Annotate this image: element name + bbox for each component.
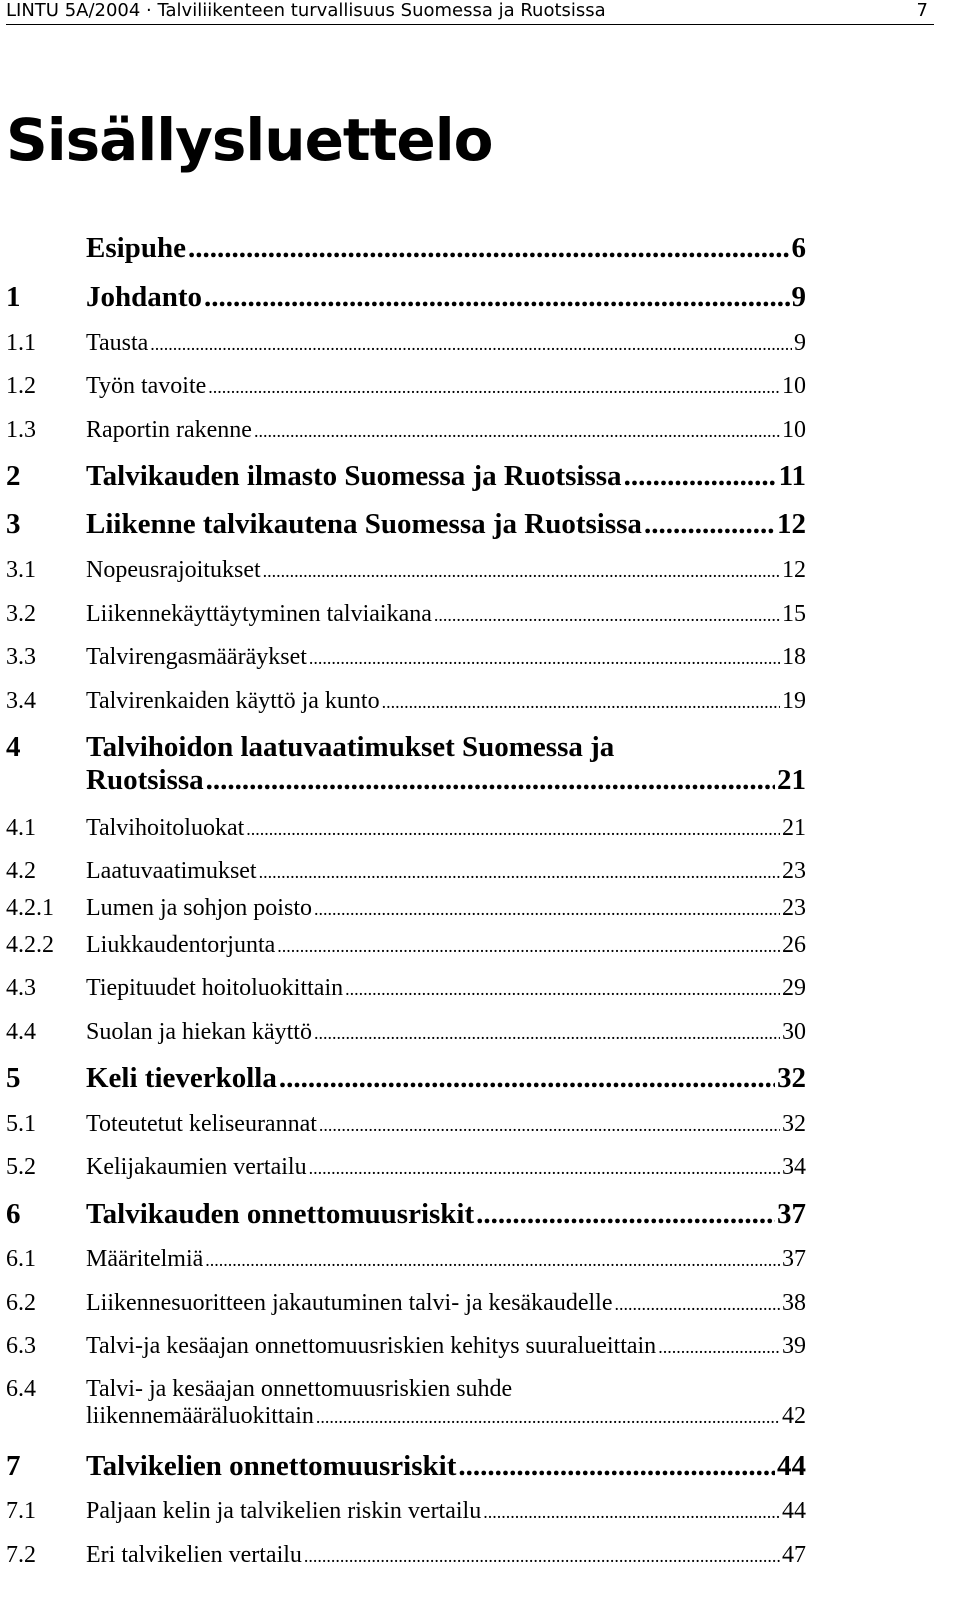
toc-entry-page: 30 xyxy=(782,1019,806,1045)
toc-entry-page: 29 xyxy=(782,975,806,1001)
dot-leader xyxy=(279,1062,775,1095)
toc-entry-number: 3.2 xyxy=(6,601,36,627)
dot-leader xyxy=(277,936,780,957)
toc-entry-page: 23 xyxy=(782,858,806,884)
toc-entry-number: 1.1 xyxy=(6,330,36,356)
toc-entry-number: 1.3 xyxy=(6,417,36,443)
toc-entry-number: 4.3 xyxy=(6,975,36,1001)
toc-entry-number: 5.1 xyxy=(6,1111,36,1137)
toc-entry-page: 12 xyxy=(777,508,806,540)
toc-entry-number: 3 xyxy=(6,508,21,540)
toc-entry[interactable] xyxy=(6,508,806,541)
dot-leader xyxy=(304,1546,780,1567)
dot-leader xyxy=(150,334,792,355)
dot-leader xyxy=(644,508,775,541)
toc-entry-title: Keli tieverkolla xyxy=(86,1062,277,1094)
toc-entry-page: 32 xyxy=(782,1111,806,1137)
toc-entry-page: 26 xyxy=(782,932,806,958)
page-title: Sisällysluettelo xyxy=(6,106,493,174)
toc-entry-number: 6.3 xyxy=(6,1333,36,1359)
toc-entry-title: Talvirengasmääräykset xyxy=(86,644,307,670)
dot-leader xyxy=(624,460,777,493)
toc-entry-title: Liukkaudentorjunta xyxy=(86,932,276,958)
dot-leader xyxy=(345,979,780,1000)
toc-entry-title: Esipuhe xyxy=(86,232,186,264)
toc-entry-title-continued: Ruotsissa xyxy=(86,764,204,796)
toc-entry-page: 10 xyxy=(782,417,806,443)
toc-entry-page: 37 xyxy=(777,1198,806,1230)
toc-entry-number: 1 xyxy=(6,281,21,313)
toc-entry[interactable] xyxy=(6,417,806,444)
header-title: LINTU 5A/2004 · Talviliikenteen turvallisuus Suomessa ja Ruotsissa xyxy=(6,0,606,21)
toc-entry-title: Lumen ja sohjon poisto xyxy=(86,895,312,921)
toc-entry-number: 4.2.2 xyxy=(6,932,54,958)
toc-entry[interactable] xyxy=(6,1111,806,1138)
toc-entry[interactable] xyxy=(6,975,806,1002)
toc-entry[interactable] xyxy=(6,1019,806,1046)
toc-entry[interactable] xyxy=(6,281,806,314)
running-header xyxy=(6,0,934,25)
toc-entry[interactable] xyxy=(6,460,806,493)
toc-entry-title: Työn tavoite xyxy=(86,373,207,399)
toc-entry-page: 6 xyxy=(791,232,806,264)
toc-entry-page: 44 xyxy=(777,1450,806,1482)
dot-leader xyxy=(483,1502,780,1523)
toc-entry-number: 7.2 xyxy=(6,1542,36,1568)
toc-entry-page: 15 xyxy=(782,601,806,627)
dot-leader xyxy=(246,819,780,840)
toc-entry-title: Johdanto xyxy=(86,281,203,313)
dot-leader xyxy=(658,1337,780,1358)
toc-entry-page: 42 xyxy=(782,1403,806,1429)
toc-entry-title: Talvihoidon laatuvaatimukset Suomessa ja xyxy=(86,731,615,763)
dot-leader xyxy=(314,1023,780,1044)
toc-entry-number: 2 xyxy=(6,460,21,492)
toc-entry-number: 3.1 xyxy=(6,557,36,583)
toc-entry-number: 7.1 xyxy=(6,1498,36,1524)
toc-entry-number: 6 xyxy=(6,1198,21,1230)
toc-entry[interactable] xyxy=(6,815,806,842)
toc-entry-page: 9 xyxy=(794,330,806,356)
dot-leader xyxy=(254,421,780,442)
toc-entry-page: 32 xyxy=(777,1062,806,1094)
dot-leader xyxy=(188,232,790,265)
toc-entry-number: 3.4 xyxy=(6,688,36,714)
dot-leader xyxy=(263,561,780,582)
toc-entry[interactable] xyxy=(6,895,806,922)
toc-entry-number: 5.2 xyxy=(6,1154,36,1180)
toc-entry-title: Eri talvikelien vertailu xyxy=(86,1542,302,1568)
toc-entry-page: 44 xyxy=(782,1498,806,1524)
toc-entry-title: Suolan ja hiekan käyttö xyxy=(86,1019,312,1045)
toc-entry-title: Liikennesuoritteen jakautuminen talvi- ja kesäkaudelle xyxy=(86,1290,613,1316)
dot-leader xyxy=(316,1407,780,1428)
toc-entry-number: 7 xyxy=(6,1450,21,1482)
toc-entry-page: 23 xyxy=(782,895,806,921)
toc-entry-number: 4.1 xyxy=(6,815,36,841)
toc-entry[interactable] xyxy=(6,373,806,400)
toc-entry-title: Liikenne talvikautena Suomessa ja Ruotsissa xyxy=(86,508,642,540)
toc-entry-title: Talvikauden onnettomuusriskit xyxy=(86,1198,475,1230)
dot-leader xyxy=(259,862,780,883)
toc-entry-title: Kelijakaumien vertailu xyxy=(86,1154,307,1180)
toc-entry[interactable] xyxy=(6,1246,806,1273)
toc-entry[interactable] xyxy=(6,688,806,715)
toc-entry[interactable] xyxy=(6,232,806,265)
toc-entry-page: 10 xyxy=(782,373,806,399)
header-page-number: 7 xyxy=(916,0,928,21)
toc-entry-page: 12 xyxy=(782,557,806,583)
dot-leader xyxy=(309,648,780,669)
toc-entry[interactable] xyxy=(6,1498,806,1525)
toc-entry-page: 47 xyxy=(782,1542,806,1568)
toc-entry-title: Talvikauden ilmasto Suomessa ja Ruotsissa xyxy=(86,460,622,492)
toc-entry[interactable] xyxy=(6,644,806,671)
toc-entry-page: 11 xyxy=(778,460,806,492)
toc-entry[interactable] xyxy=(6,858,806,885)
dot-leader xyxy=(206,764,775,797)
dot-leader xyxy=(319,1115,780,1136)
toc-entry-title: Talvi- ja kesäajan onnettomuusriskien suhde xyxy=(86,1376,513,1402)
toc-entry[interactable] xyxy=(6,1376,806,1430)
toc-entry[interactable] xyxy=(6,601,806,628)
toc-entry-page: 18 xyxy=(782,644,806,670)
toc-entry[interactable] xyxy=(6,1198,806,1231)
dot-leader xyxy=(434,605,780,626)
toc-entry-title-continued: liikennemääräluokittain xyxy=(86,1403,314,1429)
toc-entry-title: Paljaan kelin ja talvikelien riskin vertailu xyxy=(86,1498,482,1524)
toc-entry-title: Talvirenkaiden käyttö ja kunto xyxy=(86,688,380,714)
toc-entry-title: Toteutetut keliseurannat xyxy=(86,1111,317,1137)
toc-entry-title: Liikennekäyttäytyminen talviaikana xyxy=(86,601,432,627)
dot-leader xyxy=(382,692,780,713)
toc-entry[interactable] xyxy=(6,1062,806,1095)
toc-entry-title: Määritelmiä xyxy=(86,1246,204,1272)
toc-entry-title: Tausta xyxy=(86,330,149,356)
toc-entry[interactable] xyxy=(6,330,806,357)
toc-entry-title: Talvihoitoluokat xyxy=(86,815,245,841)
toc-entry-page: 19 xyxy=(782,688,806,714)
dot-leader xyxy=(458,1450,775,1483)
toc-entry[interactable] xyxy=(6,1154,806,1181)
toc-entry[interactable] xyxy=(6,932,806,959)
toc-entry-page: 38 xyxy=(782,1290,806,1316)
toc-entry-title: Talvi-ja kesäajan onnettomuusriskien kehitys suuralueittain xyxy=(86,1333,657,1359)
toc-entry-title: Nopeusrajoitukset xyxy=(86,557,261,583)
toc-entry-page: 9 xyxy=(791,281,806,313)
dot-leader xyxy=(309,1158,780,1179)
toc-entry-number: 4.4 xyxy=(6,1019,36,1045)
toc-entry-number: 4.2.1 xyxy=(6,895,54,921)
dot-leader xyxy=(208,377,780,398)
dot-leader xyxy=(204,281,789,314)
toc-entry-title: Laatuvaatimukset xyxy=(86,858,257,884)
toc-entry-number: 3.3 xyxy=(6,644,36,670)
toc-entry-page: 37 xyxy=(782,1246,806,1272)
toc-entry-number: 5 xyxy=(6,1062,21,1094)
toc-entry-page: 39 xyxy=(782,1333,806,1359)
toc-entry[interactable] xyxy=(6,1333,806,1360)
dot-leader xyxy=(314,899,780,920)
toc-entry[interactable] xyxy=(6,1542,806,1569)
toc-entry-page: 21 xyxy=(777,764,806,796)
toc-entry[interactable] xyxy=(6,557,806,584)
toc-entry-page: 21 xyxy=(782,815,806,841)
dot-leader xyxy=(476,1198,775,1231)
toc-entry[interactable] xyxy=(6,1450,806,1483)
toc-entry-title: Tiepituudet hoitoluokittain xyxy=(86,975,344,1001)
toc-entry-number: 4 xyxy=(6,731,21,763)
toc-entry-title: Raportin rakenne xyxy=(86,417,252,443)
toc-entry-number: 4.2 xyxy=(6,858,36,884)
toc-entry[interactable] xyxy=(6,731,806,797)
toc-entry-number: 6.2 xyxy=(6,1290,36,1316)
toc-entry[interactable] xyxy=(6,1290,806,1317)
toc-entry-number: 6.1 xyxy=(6,1246,36,1272)
dot-leader xyxy=(205,1250,780,1271)
toc-entry-page: 34 xyxy=(782,1154,806,1180)
toc-entry-title: Talvikelien onnettomuusriskit xyxy=(86,1450,457,1482)
dot-leader xyxy=(614,1294,780,1315)
toc-entry-number: 1.2 xyxy=(6,373,36,399)
toc-entry-number: 6.4 xyxy=(6,1376,36,1402)
